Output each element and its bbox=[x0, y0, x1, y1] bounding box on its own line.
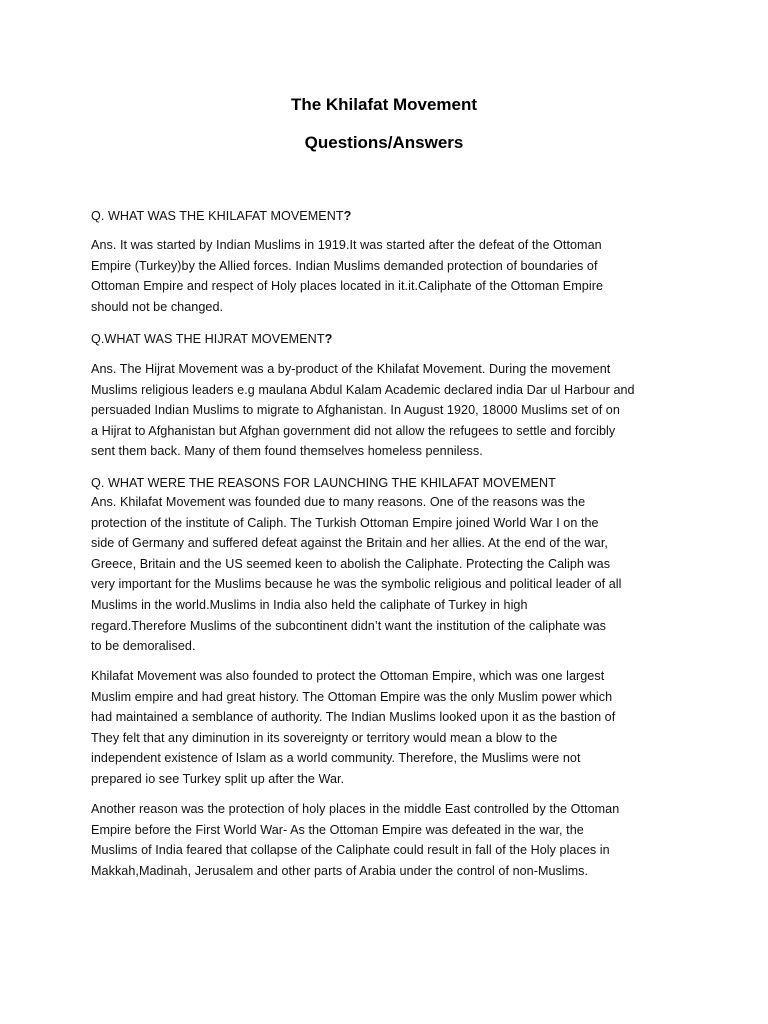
text-line: very important for the Muslims because he was the symbolic religious and political leader of all bbox=[91, 577, 622, 592]
text-line: Muslims of India feared that collapse of the Caliphate could result in fall of the Holy places in bbox=[91, 843, 610, 858]
body-paragraph bbox=[91, 666, 691, 790]
question-heading: Q.WHAT WAS THE HIJRAT MOVEMENT? bbox=[91, 332, 333, 346]
text-line: sent them back. Many of them found themselves homeless penniless. bbox=[91, 444, 483, 459]
text-line: had maintained a semblance of authority. The Indian Muslims looked upon it as the bastion of bbox=[91, 710, 616, 725]
text-line: Ans. It was started by Indian Muslims in 1919.It was started after the defeat of the Ottoman bbox=[91, 238, 602, 252]
text-line: Makkah,Madinah, Jerusalem and other parts of Arabia under the control of non-Muslims. bbox=[91, 863, 589, 878]
text-line: to be demoralised. bbox=[91, 639, 196, 654]
body-paragraph bbox=[91, 799, 691, 881]
text-line: protection of the institute of Caliph. The Turkish Ottoman Empire joined World War I on the bbox=[91, 515, 599, 530]
answer-paragraph bbox=[91, 235, 691, 317]
text-line: Muslims in the world.Muslims in India also held the caliphate of Turkey in high bbox=[91, 597, 528, 612]
question-heading: Q. WHAT WERE THE REASONS FOR LAUNCHING THE KHILAFAT MOVEMENT bbox=[91, 476, 556, 490]
text-line: Ans. Khilafat Movement was founded due to many reasons. One of the reasons was the bbox=[91, 495, 586, 509]
text-line: Khilafat Movement was also founded to protect the Ottoman Empire, which was one largest bbox=[91, 669, 605, 683]
answer-paragraph bbox=[91, 359, 691, 462]
page-title: The Khilafat Movement bbox=[290, 95, 478, 114]
text-line: Another reason was the protection of holy places in the middle East controlled by the Ottoman bbox=[91, 802, 620, 816]
question-heading: Q. WHAT WAS THE KHILAFAT MOVEMENT? bbox=[91, 209, 352, 223]
answer-paragraph bbox=[91, 492, 691, 657]
text-line: prepared io see Turkey split up after the War. bbox=[91, 771, 345, 786]
text-line: should not be changed. bbox=[91, 299, 224, 314]
text-line: They felt that any diminution in its sovereignty or territory would mean a blow to the bbox=[91, 730, 558, 745]
text-line: Ans. The Hijrat Movement was a by-product of the Khilafat Movement. During the movement bbox=[91, 362, 611, 376]
text-line: independent existence of Islam as a world community. Therefore, the Muslims were not bbox=[91, 751, 581, 766]
text-line: side of Germany and suffered defeat against the Britain and her allies. At the end of the war, bbox=[91, 536, 608, 551]
text-line: Empire (Turkey)by the Allied forces. Indian Muslims demanded protection of boundaries of bbox=[91, 258, 598, 273]
text-line: Muslims religious leaders e.g maulana Abdul Kalam Academic declared india Dar ul Harbour and bbox=[91, 382, 635, 397]
text-line: Empire before the First World War- As the Ottoman Empire was defeated in the war, the bbox=[91, 822, 584, 837]
text-line: Greece, Britain and the US seemed keen to abolish the Caliphate. Protecting the Caliph was bbox=[91, 556, 611, 571]
text-line: persuaded Indian Muslims to migrate to Afghanistan. In August 1920, 18000 Muslims set of on bbox=[91, 403, 620, 418]
text-line: Muslim empire and had great history. The Ottoman Empire was the only Muslim power which bbox=[91, 689, 613, 704]
text-line: a Hijrat to Afghanistan but Afghan government did not allow the refugees to settle and forcibly bbox=[91, 423, 616, 438]
text-line: regard.Therefore Muslims of the subcontinent didn’t want the institution of the caliphate was bbox=[91, 618, 606, 633]
text-line: Ottoman Empire and respect of Holy places located in it.it.Caliphate of the Ottoman Empire bbox=[91, 279, 603, 294]
page-subtitle: Questions/Answers bbox=[304, 133, 464, 152]
